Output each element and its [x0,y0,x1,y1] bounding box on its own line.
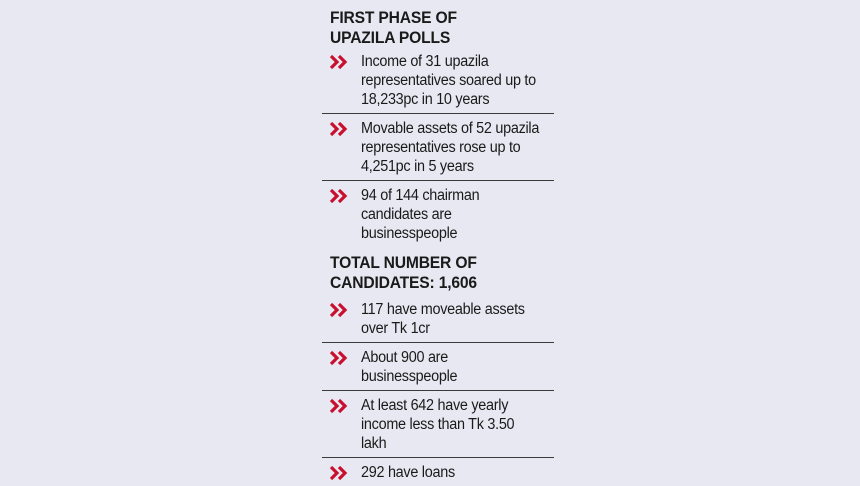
list-item-text: 94 of 144 chairman candidates are businesspeople [361,187,480,242]
list-item [322,114,554,181]
list-item [322,391,554,458]
section-heading-total-candidates: TOTAL NUMBER OF CANDIDATES: 1,606 [330,253,477,292]
list-item [322,50,554,114]
candidates-list [322,295,554,486]
list-item-text: Movable assets of 52 upazila representatives rose up to 4,251pc in 5 years [361,120,540,175]
list-item [322,181,554,247]
list-item-text: About 900 are businesspeople [361,349,458,385]
list-item [322,343,554,391]
list-item-text: 292 have loans [361,464,455,481]
infographic-panel [322,8,554,486]
double-chevron-right-icon [330,55,348,69]
double-chevron-right-icon [330,399,348,413]
list-item-text: Income of 31 upazila representatives soared up to 18,233pc in 10 years [361,53,536,108]
section-heading-first-phase: FIRST PHASE OF UPAZILA POLLS [330,8,457,47]
first-phase-list [322,50,554,247]
double-chevron-right-icon [330,303,348,317]
double-chevron-right-icon [330,122,348,136]
double-chevron-right-icon [330,351,348,365]
list-item-text: 117 have moveable assets over Tk 1cr [361,301,525,337]
double-chevron-right-icon [330,189,348,203]
list-item [322,458,554,486]
list-item [322,295,554,343]
list-item-text: At least 642 have yearly income less than Tk 3.50 lakh [361,397,515,452]
double-chevron-right-icon [330,466,348,480]
